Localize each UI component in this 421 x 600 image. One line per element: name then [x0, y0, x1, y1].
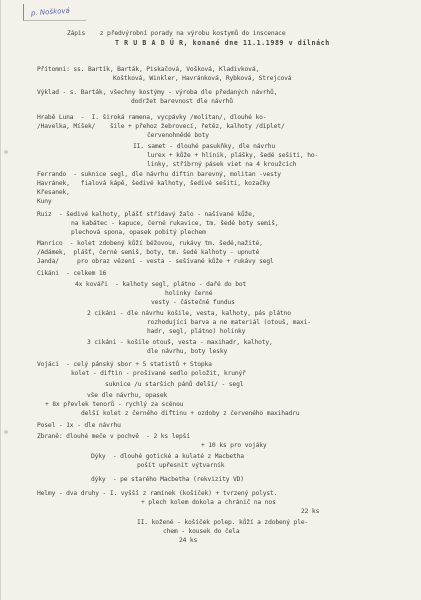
- text-line: 2 cikáni - dle návrhu košile, vesta, kalhoty, pás plátno: [87, 310, 291, 317]
- text-line: Zápis z předvýrobní porady na výrobu kostymů do inscenace: [67, 30, 286, 37]
- text-line: delší kolet z černého diftinu + ozdoby z červeného maxihadru: [81, 410, 300, 417]
- text-line: červenohnědé boty: [147, 132, 209, 139]
- text-line: Přítomni: ss. Bartík, Barták, Piskačová, Vošková, Kladivková,: [37, 66, 260, 73]
- text-line: lurex + kůže + hlinik, plášky, šedé sešiti, ho-: [147, 152, 319, 159]
- text-line: Koštková, Winkler, Havránková, Rybková, Strejcová: [113, 75, 292, 82]
- text-line: Posel - 1x - dle návrhu: [37, 422, 121, 429]
- text-line: 4x kováři - kalhoty segl, plátno - dařé do bot: [75, 281, 247, 288]
- text-line: II. kožené - košíček polep. kůží a zdobený ple-: [137, 519, 309, 526]
- text-line: + 10 ks pro vojáky: [201, 442, 267, 449]
- text-line: Ferrando - suknice segl, dle návrhu diftin barevný, molitan -vesty: [37, 171, 281, 178]
- text-line: kolet - diftin - prošívané sedlo položit, krunýř: [71, 370, 246, 377]
- text-line: Helmy - dva druhy - I. vyšší z ramínek (košíček) + tvrzený polyst.: [37, 490, 278, 497]
- text-line: holinky černé: [165, 290, 213, 297]
- text-line: /Havelka, Míšek/ šile + přehoz žebrovecí, řetěz, kalhoty /diplet/: [37, 123, 285, 130]
- text-line: Hrabě Luna - I. široká ramena, vycpávky /molitan/, dlouhé ko-: [37, 114, 267, 121]
- text-line: chem - kousek do čela: [163, 528, 240, 535]
- text-line: dýky - pe starého Macbetha (rekvizity VD): [91, 476, 244, 483]
- text-line: Manrico - kolet zdobený kůží béžovou, rukávy tm. šedé,nažité,: [37, 240, 263, 247]
- text-line: Zbraně: dlouhé meče v pochvě - 2 ks lepší: [37, 433, 190, 440]
- text-line: linky, stříbrný pásek viet na 4 kroužcích: [147, 161, 297, 168]
- text-line: Cikáni - celkem 16: [37, 270, 107, 277]
- text-line: T R U B A D Ú R, konané dne 11.1.1989 v dílnách: [115, 39, 330, 47]
- text-line: Janda/ pro obraz vězení - vesta - sešívané kůže + rukávy segl: [37, 258, 274, 265]
- handwritten-stamp: p. Nošková: [30, 6, 71, 18]
- text-line: dodržet barevnost dle návrhů: [131, 98, 233, 105]
- text-line: Ruiz - šedivé kalhoty, plášť střídavý žalo - našívané kůže,: [37, 211, 256, 218]
- text-line: Křesanek,: [37, 189, 70, 196]
- text-line: + 8x převlek tenorů - rychlý za scénou: [45, 401, 184, 408]
- text-line: II. samet - dlouhé pasukňky, dle návrhu: [133, 143, 276, 150]
- text-line: Vojáci - celý pánský sbor + 5 statistů + Stopka: [37, 361, 212, 368]
- text-line: plechová spona, opasek pobitý plechem: [71, 229, 206, 236]
- text-line: Výklad - s. Barták, všechny kostýmy - výroba dle předaných návrhů,: [37, 89, 278, 96]
- text-line: Dýky - dlouhé gotické a kulaté z Macbetha: [91, 453, 244, 460]
- text-line: Havránek, fialová kápě, šedivé kalhoty, šedivé sešiti, kozačky: [37, 180, 271, 187]
- text-line: suknice /u starších pánů delší/ - segl: [105, 381, 244, 388]
- text-line: + plech kolem dokola a chránič na nos: [141, 499, 276, 506]
- text-line: rozhodující barva a ne materiál (otouš, maxi-: [147, 319, 311, 326]
- text-line: na kabátec - kapuce, černé rukavice, tm. šedé boty semiš,: [71, 220, 279, 227]
- text-line: Kuny: [37, 198, 52, 205]
- text-line: 24 ks: [179, 537, 198, 544]
- text-line: dle návrhu, boty lesky: [147, 348, 228, 355]
- text-line: 3 cikáni - košile otouš, vesta - maxihadr, kalhoty,: [87, 339, 273, 346]
- text-line: vše dle návrhu, opasek: [87, 392, 168, 399]
- text-line: hadr, segl, plátno) holinky: [147, 328, 246, 335]
- text-line: 22 ks: [301, 508, 320, 515]
- text-line: pošít upřesnit výtvarník: [137, 462, 225, 469]
- text-line: vesty - částečně fundus: [151, 299, 235, 306]
- text-line: /Adámek, plášť, černé semiš, boty, tm. šedé kalhoty - upnuté: [37, 249, 260, 256]
